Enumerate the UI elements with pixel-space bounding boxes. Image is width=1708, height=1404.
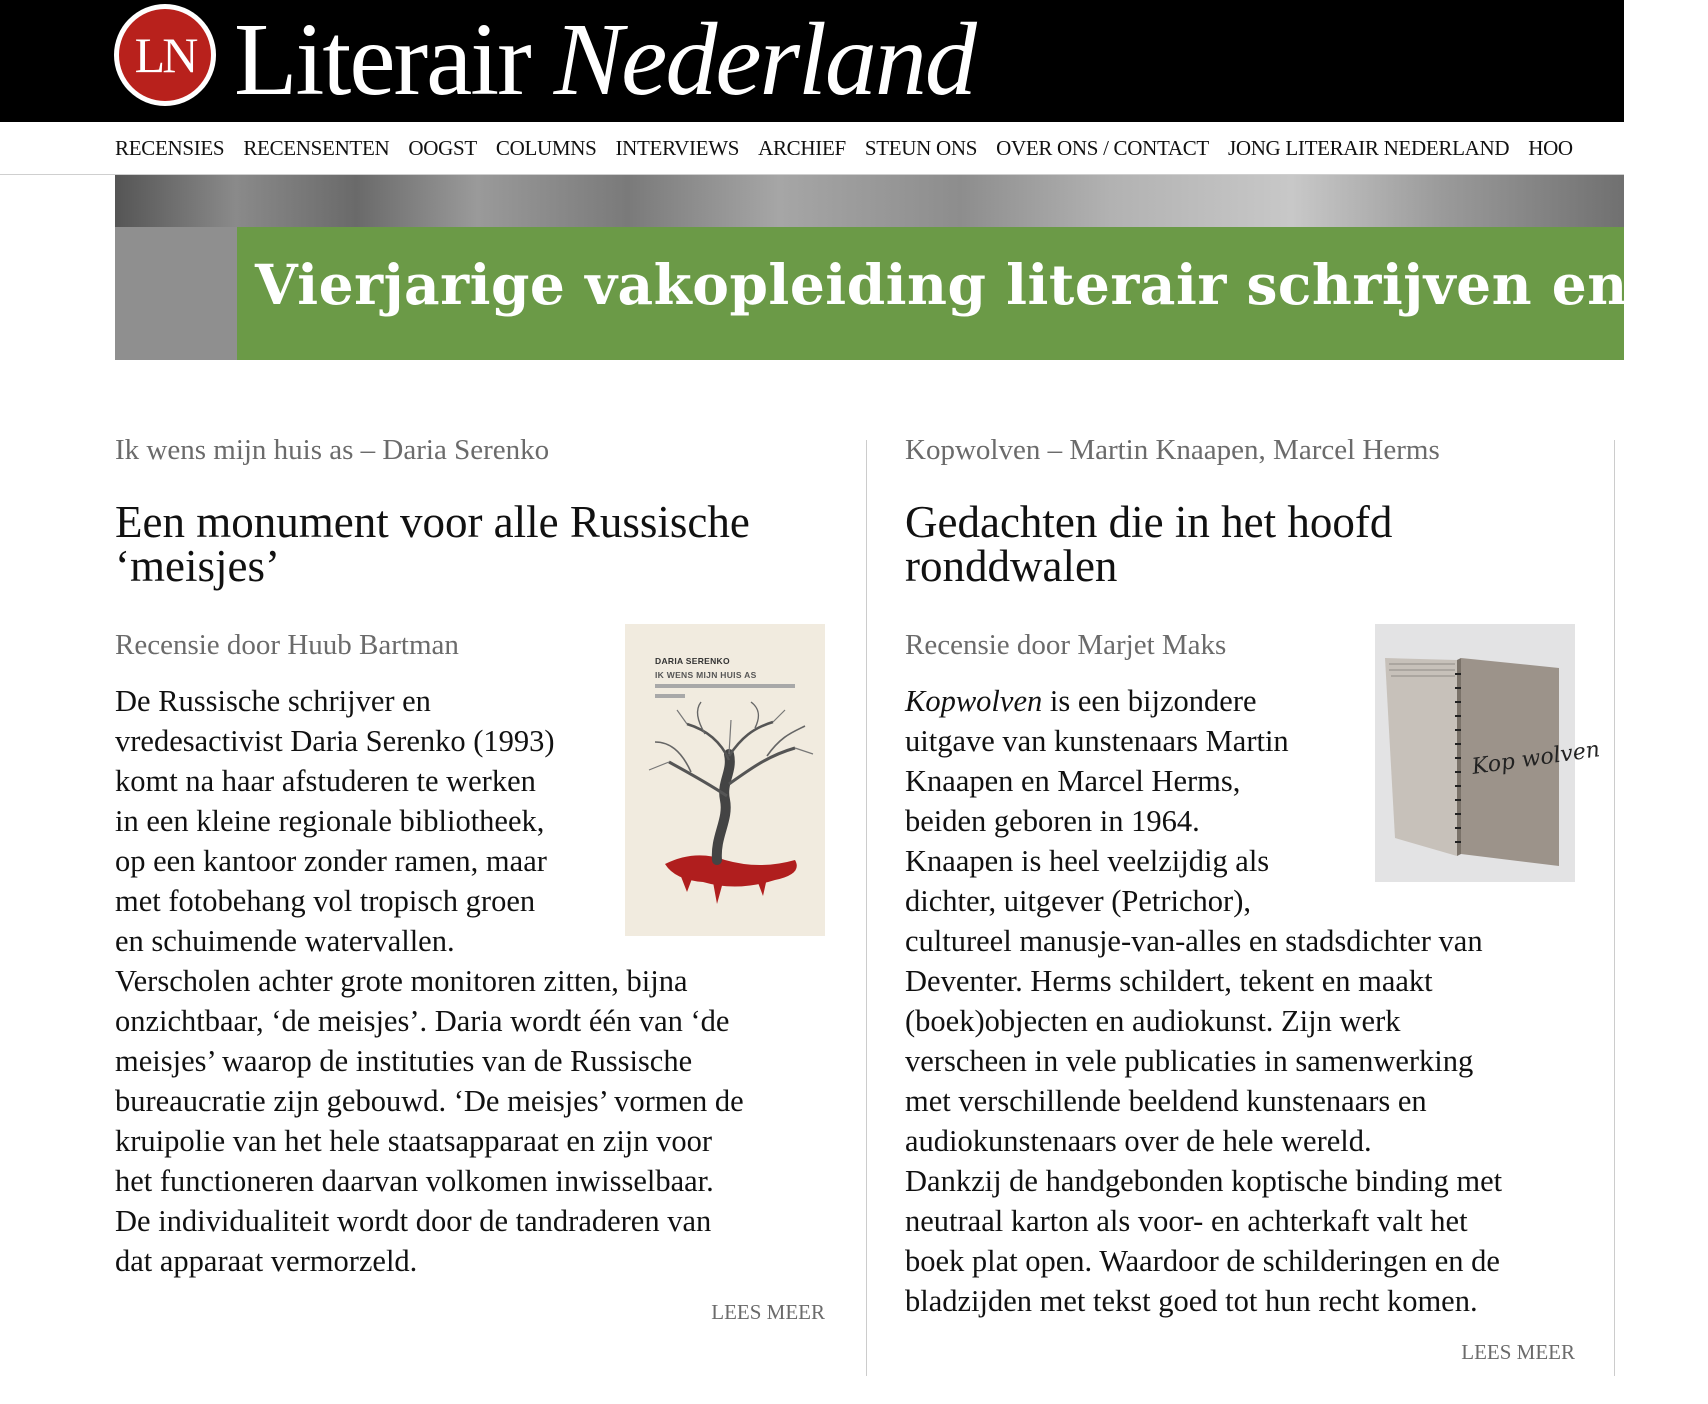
site-logo[interactable] <box>234 0 975 120</box>
main-nav <box>0 122 1624 175</box>
excerpt-italic-title: Kopwolven <box>905 684 1043 719</box>
book-cover-image[interactable] <box>625 624 825 936</box>
nav-item-interviews[interactable]: INTERVIEWS <box>615 136 740 160</box>
site-header <box>0 0 1624 122</box>
book-cover-image[interactable] <box>1375 624 1602 882</box>
excerpt-line: dichter, uitgever (Petrichor), <box>905 884 1251 919</box>
excerpt-line: Verscholen achter grote monitoren zitten, bijna <box>115 964 688 999</box>
banner-headline: Vierjarige vakopleiding literair schrijven en di <box>255 252 1708 317</box>
excerpt-line: Knaapen is heel veelzijdig als <box>905 844 1270 879</box>
excerpt-line: met verschillende beeldend kunstenaars en <box>905 1084 1427 1119</box>
logo-word: Literair <box>234 2 530 117</box>
excerpt-line: (boek)objecten en audiokunst. Zijn werk <box>905 1004 1401 1039</box>
excerpt-line: onzichtbaar, ‘de meisjes’. Daria wordt één van ‘de <box>115 1004 730 1039</box>
nav-item-over-ons-contact[interactable]: OVER ONS / CONTACT <box>996 136 1209 160</box>
excerpt-line: De individualiteit wordt door de tandraderen van <box>115 1204 712 1239</box>
book-title-author[interactable]: Ik wens mijn huis as – Daria Serenko <box>115 434 550 466</box>
excerpt-line: is een bijzondere <box>1042 684 1257 719</box>
column-divider <box>866 440 867 1376</box>
excerpt-line: komt na haar afstuderen te werken <box>115 764 536 799</box>
byline: Recensie door Marjet Maks <box>905 629 1227 662</box>
excerpt-line: uitgave van kunstenaars Martin <box>905 724 1289 759</box>
excerpt-line: het functioneren daarvan volkomen inwisselbaar. <box>115 1164 714 1199</box>
excerpt-line: op een kantoor zonder ramen, maar <box>115 844 547 879</box>
column-divider-right <box>1614 440 1615 1376</box>
nav-item-hoo[interactable]: HOO <box>1528 136 1573 160</box>
read-more-link[interactable]: LEES MEER <box>1461 1340 1575 1364</box>
excerpt-line: met fotobehang vol tropisch groen <box>115 884 536 919</box>
excerpt-line: Dankzij de handgebonden koptische binding met <box>905 1164 1503 1199</box>
nav-item-oogst[interactable]: OOGST <box>408 136 477 160</box>
banner-photo-strip <box>115 175 1624 227</box>
logo-word-italic: Nederland <box>553 2 975 117</box>
excerpt-line: vredesactivist Daria Serenko (1993) <box>115 724 555 759</box>
read-more-link[interactable]: LEES MEER <box>711 1300 825 1324</box>
article-title-line: Een monument voor alle Russische <box>115 497 750 547</box>
excerpt-line: Deventer. Herms schildert, tekent en maakt <box>905 964 1433 999</box>
nav-item-columns[interactable]: COLUMNS <box>495 136 597 160</box>
excerpt-line: en schuimende watervallen. <box>115 924 455 959</box>
nav-item-steun-ons[interactable]: STEUN ONS <box>864 136 978 160</box>
cover-title: IK WENS MIJN HUIS AS <box>655 670 757 680</box>
excerpt-line: verscheen in vele publicaties in samenwerking <box>905 1044 1474 1079</box>
excerpt-line: neutraal karton als voor- en achterkaft valt het <box>905 1204 1468 1239</box>
excerpt-line: kruipolie van het hele staatsapparaat en zijn voor <box>115 1124 713 1159</box>
spine-text: Kop wolven <box>1470 737 1602 780</box>
excerpt-line: beiden geboren in 1964. <box>905 804 1200 839</box>
excerpt-line: bladzijden met tekst goed tot hun recht komen. <box>905 1284 1478 1319</box>
article-title[interactable] <box>905 497 1575 591</box>
book-title-author[interactable]: Kopwolven – Martin Knaapen, Marcel Herms <box>905 434 1440 466</box>
article-title-line: ronddwalen <box>905 541 1118 591</box>
nav-item-recensies[interactable]: RECENSIES <box>115 136 225 160</box>
cover-author: DARIA SERENKO <box>655 656 730 666</box>
excerpt-line: in een kleine regionale bibliotheek, <box>115 804 545 839</box>
tree-illustration <box>625 624 825 936</box>
article-title-line: Gedachten die in het hoofd <box>905 497 1393 547</box>
banner-photo-left <box>115 227 237 360</box>
logo-badge[interactable] <box>114 4 216 106</box>
excerpt-line: meisjes’ waarop de instituties van de Russische <box>115 1044 693 1079</box>
excerpt-line: Knaapen en Marcel Herms, <box>905 764 1241 799</box>
nav-item-recensenten[interactable]: RECENSENTEN <box>243 136 390 160</box>
excerpt-line: cultureel manusje-van-alles en stadsdichter van <box>905 924 1483 959</box>
byline: Recensie door Huub Bartman <box>115 629 459 662</box>
ad-banner[interactable] <box>115 175 1708 360</box>
handbound-book-illustration <box>1375 624 1602 882</box>
article-title[interactable] <box>115 497 825 591</box>
article-title-line: ‘meisjes’ <box>115 541 280 591</box>
excerpt-line: dat apparaat vermorzeld. <box>115 1244 418 1279</box>
excerpt-line: audiokunstenaars over de hele wereld. <box>905 1124 1372 1159</box>
excerpt-line: boek plat open. Waardoor de schilderingen en de <box>905 1244 1500 1279</box>
nav-item-jong-literair-nederland[interactable]: JONG LITERAIR NEDERLAND <box>1227 136 1510 160</box>
nav-item-archief[interactable]: ARCHIEF <box>758 136 846 160</box>
logo-initials: LN <box>119 9 211 101</box>
excerpt-line: De Russische schrijver en <box>115 684 431 719</box>
excerpt-line: bureaucratie zijn gebouwd. ‘De meisjes’ vormen de <box>115 1084 744 1119</box>
